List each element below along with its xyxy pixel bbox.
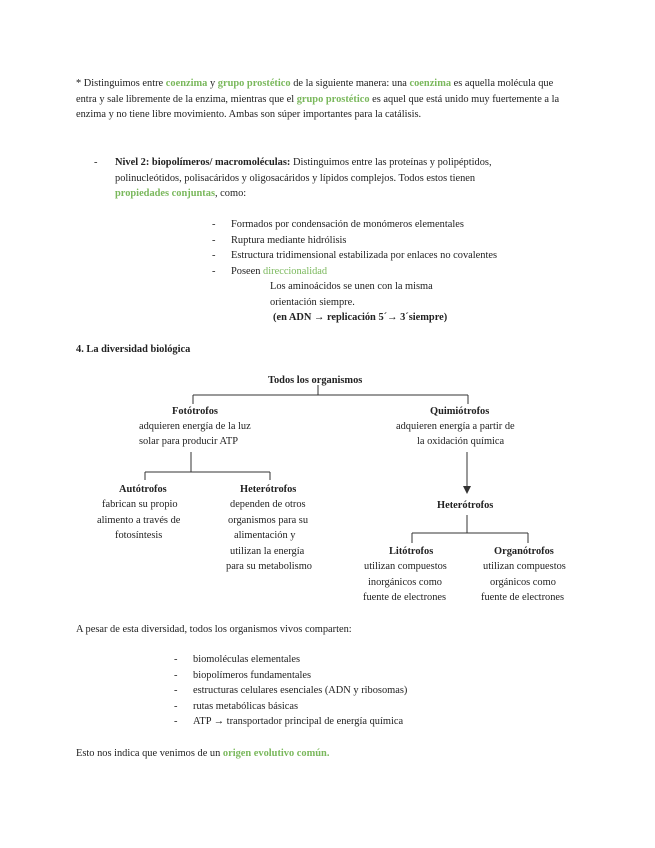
nivel2-text: , como: [214, 188, 247, 200]
intro-text: * Distinguimos entre [76, 78, 164, 89]
term-coenzima: coenzima [165, 78, 208, 89]
intro-text: es aquella molécula que entra y sale libremente de la enzima, mientras que el [76, 78, 554, 105]
node-description: para su metabolismo [226, 561, 312, 572]
list-dash: - [174, 701, 178, 712]
node-description: fuente de electrones [481, 592, 565, 603]
list-item: biomoléculas elementales [193, 654, 301, 665]
term-grupo-prostetico: grupo prostético [217, 78, 291, 89]
tree-node-fototrofos: Fotótrofos [172, 406, 218, 417]
nivel2-text: Distinguimos entre las proteínas y polipéptidos, [292, 157, 492, 168]
list-dash: - [94, 157, 98, 168]
node-description: dependen de otros [230, 499, 306, 510]
list-dash: - [212, 219, 216, 230]
tree-node-autotrofos: Autótrofos [119, 484, 167, 495]
list-item: ATP → transportador principal de energía química [193, 716, 404, 727]
node-description: la oxidación química [417, 436, 505, 447]
node-description: fuente de electrones [363, 592, 447, 603]
node-description: inorgánicos como [368, 577, 442, 588]
node-description: alimento a través de [97, 515, 181, 526]
term-coenzima: coenzima [409, 78, 452, 89]
section-title: 4. La diversidad biológica [76, 344, 191, 355]
node-description: alimentación y [234, 530, 296, 541]
list-dash: - [174, 716, 178, 727]
term-direccionalidad: direccionalidad [263, 266, 328, 277]
list-item: Estructura tridimensional estabilizada por enlaces no covalentes [231, 250, 498, 261]
conclusion [76, 746, 329, 761]
term-origen-evolutivo: origen evolutivo común [222, 748, 327, 759]
list-item: Ruptura mediante hidrólisis [231, 235, 347, 246]
conclusion-text: Esto nos indica que venimos de un [76, 748, 221, 759]
intro-text: y [209, 78, 216, 89]
node-description: solar para producir ATP [139, 436, 238, 447]
tree-node-root: Todos los organismos [268, 375, 363, 386]
shared-intro: A pesar de esta diversidad, todos los organismos vivos comparten: [76, 624, 352, 635]
term-grupo-prostetico: grupo prostético [296, 93, 370, 105]
list-item: rutas metabólicas básicas [193, 701, 299, 712]
tree-node-organotrofos: Organótrofos [494, 546, 554, 557]
list-dash: - [212, 235, 216, 246]
node-description: fabrican su propio [102, 499, 178, 510]
list-dash: - [174, 685, 178, 696]
list-dash: - [212, 266, 216, 277]
intro-text: de la siguiente manera: una [293, 78, 407, 89]
list-item-text: Poseen [231, 266, 261, 277]
node-description: orgánicos como [490, 577, 556, 588]
node-description: fotosíntesis [115, 530, 163, 541]
conclusion-period: . [326, 748, 330, 759]
note-line: Los aminoácidos se unen con la misma [270, 281, 433, 292]
node-description: organismos para su [228, 515, 309, 526]
list-dash: - [174, 670, 178, 681]
note-line: orientación siempre. [270, 297, 355, 308]
list-item: biopolímeros fundamentales [193, 670, 312, 681]
node-description: adquieren energía de la luz [139, 421, 251, 432]
node-description: utilizan la energía [230, 546, 305, 557]
tree-node-quimiotrofos: Quimiótrofos [430, 406, 490, 417]
nivel2-heading: Nivel 2: biopolímeros/ macromoléculas: [115, 157, 291, 168]
node-description: utilizan compuestos [483, 561, 566, 572]
term-propiedades-conjuntas: propiedades conjuntas [115, 188, 215, 200]
list-dash: - [174, 654, 178, 665]
nivel2-text: polinucleótidos, polisacáridos y oligosacáridos y lípidos complejos. Todos estos tienen [115, 172, 476, 184]
tree-node-litotrofos: Litótrofos [389, 546, 434, 557]
list-item: estructuras celulares esenciales (ADN y ribosomas) [193, 685, 408, 696]
list-dash: - [212, 250, 216, 261]
tree-node-heterotrofos: Heterótrofos [240, 484, 297, 495]
tree-node-heterotrofos: Heterótrofos [437, 500, 494, 511]
node-description: adquieren energía a partir de [396, 421, 515, 432]
note-line: (en ADN → replicación 5´→ 3´siempre) [273, 312, 448, 323]
list-item: Formados por condensación de monómeros elementales [231, 219, 464, 230]
intro-text: es aquel que está unido muy fuertemente a la enzima y no tiene libre movimiento. Ambas son súper importantes para la catálisis. [76, 93, 560, 121]
node-description: utilizan compuestos [364, 561, 447, 572]
